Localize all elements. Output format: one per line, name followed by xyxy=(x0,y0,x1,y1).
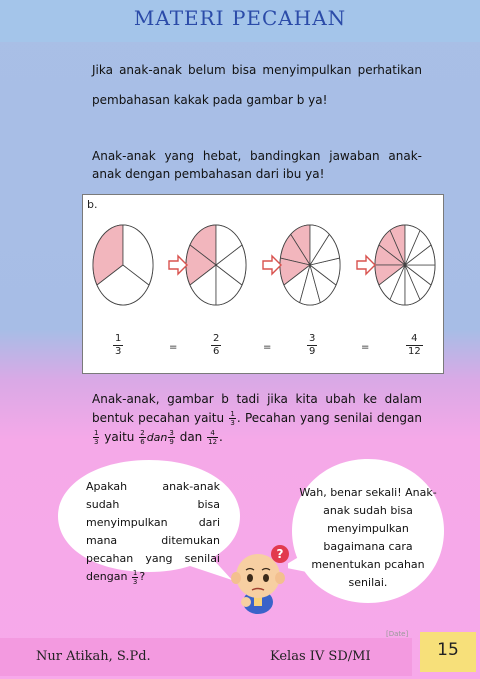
paragraph-conclusion: Anak-anak, gambar b tadi jika kita ubah ke dalam bentuk pecahan yaitu $\frac{1}{3}$ . Pecahan yang senilai dengan $\frac{1}{3}$ yaitu $\frac{2}{6}$ dan $\frac{3}{9}$ dan $\frac{4}{12}$ . xyxy=(92,392,422,446)
fraction-3-9: 3 9 xyxy=(309,333,316,357)
thinking-kid-icon xyxy=(228,540,294,616)
figure-label: b. xyxy=(87,198,98,211)
inline-fraction-1-3: $\frac{1}{3}$ xyxy=(132,568,138,586)
inline-fraction-1-3: $\frac{1}{3}$ xyxy=(230,410,235,427)
inline-fraction-2-6: $\frac{2}{6}$ xyxy=(140,429,145,446)
arrow-right-icon xyxy=(357,256,375,274)
inline-fraction-1-3: $\frac{1}{3}$ xyxy=(94,429,99,446)
bubble-left-text: Apakah anak-anak sudah bisa menyimpulkan dari mana ditemukan pecahan yang senilai dengan $\frac{1}{3}$ ? xyxy=(86,480,220,586)
fraction-circle-3-9 xyxy=(280,225,340,305)
fraction-circle-4-12 xyxy=(375,225,435,305)
fraction-4-12: 4 12 xyxy=(408,333,421,357)
paragraph-compare: Anak-anak yang hebat, bandingkan jawaban anak-anak dengan pembahasan dari ibu ya! xyxy=(92,149,422,181)
paragraph-intro: Jika anak-anak belum bisa menyimpulkan perhatikan pembahasan kakak pada gambar b ya! xyxy=(92,63,422,107)
svg-text:?: ? xyxy=(276,547,284,561)
inline-fraction-4-12: $\frac{4}{12}$ xyxy=(208,429,218,446)
page-number: 15 xyxy=(437,640,459,660)
equals-sign: = xyxy=(263,342,272,353)
fraction-circle-2-6 xyxy=(186,225,246,305)
fraction-circle-1-3 xyxy=(93,225,153,305)
arrow-right-icon xyxy=(263,256,281,274)
date-placeholder: [Date] xyxy=(386,630,409,638)
footer-author: Nur Atikah, S.Pd. xyxy=(36,649,151,664)
equals-sign: = xyxy=(361,342,370,353)
fraction-1-3: 1 3 xyxy=(115,333,122,357)
bubble-right-text: Wah, benar sekali! Anak-anak sudah bisa menyimpulkan bagaimana cara menentukan pcahan senilai. xyxy=(299,486,437,589)
arrow-right-icon xyxy=(169,256,187,274)
page-title: MATERI PECAHAN xyxy=(133,6,347,30)
equals-sign: = xyxy=(169,342,178,353)
inline-fraction-3-9: $\frac{3}{9}$ xyxy=(169,429,174,446)
fraction-figure xyxy=(82,194,444,374)
footer-bar xyxy=(0,638,412,676)
header-bar xyxy=(0,0,480,42)
fraction-2-6: 2 6 xyxy=(213,333,220,357)
footer-class: Kelas IV SD/MI xyxy=(270,649,371,664)
page-number-box xyxy=(420,632,476,672)
